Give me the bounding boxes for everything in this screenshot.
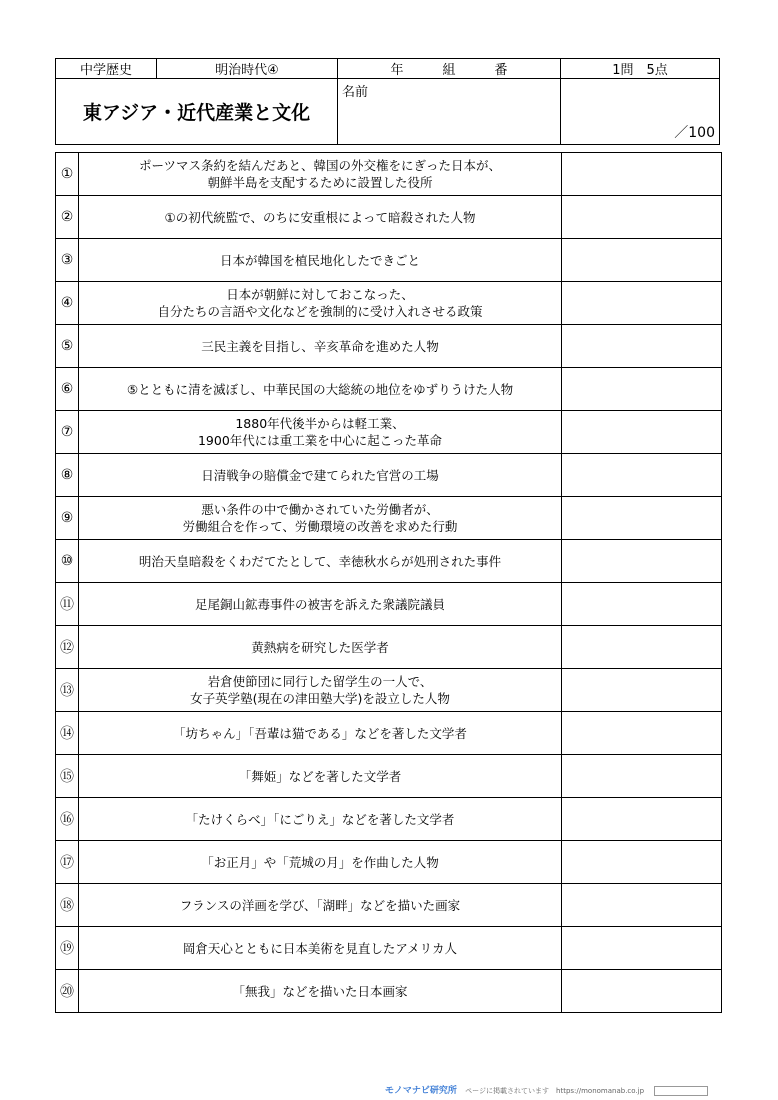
- question-text: 岩倉使節団に同行した留学生の一人で、 女子英学塾(現在の津田塾大学)を設立した人物: [79, 669, 562, 712]
- question-number: ⑭: [56, 712, 79, 755]
- answer-field[interactable]: [562, 454, 722, 497]
- score-total: ／100: [674, 125, 715, 141]
- name-field[interactable]: [338, 79, 561, 145]
- question-text: 「坊ちゃん」「吾輩は猫である」などを著した文学者: [79, 712, 562, 755]
- question-text: ⑤とともに清を滅ぼし、中華民国の大総統の地位をゆずりうけた人物: [79, 368, 562, 411]
- answer-field[interactable]: [562, 411, 722, 454]
- score-field[interactable]: [561, 79, 720, 145]
- question-row: [56, 368, 722, 411]
- question-row: [56, 755, 722, 798]
- footer-box: [654, 1086, 708, 1096]
- question-text: 黄熱病を研究した医学者: [79, 626, 562, 669]
- question-text: 「お正月」や「荒城の月」を作曲した人物: [79, 841, 562, 884]
- question-number: ⑳: [56, 970, 79, 1013]
- question-row: [56, 669, 722, 712]
- answer-field[interactable]: [562, 196, 722, 239]
- question-text: フランスの洋画を学び、「湖畔」などを描いた画家: [79, 884, 562, 927]
- answer-field[interactable]: [562, 325, 722, 368]
- question-text: 「たけくらべ」「にごりえ」などを著した文学者: [79, 798, 562, 841]
- question-row: [56, 325, 722, 368]
- answer-field[interactable]: [562, 153, 722, 196]
- answer-field[interactable]: [562, 669, 722, 712]
- question-row: [56, 497, 722, 540]
- question-text: ①の初代統監で、のちに安重根によって暗殺された人物: [79, 196, 562, 239]
- question-number: ⑤: [56, 325, 79, 368]
- question-text: 足尾銅山鉱毒事件の被害を訴えた衆議院議員: [79, 583, 562, 626]
- question-row: [56, 411, 722, 454]
- question-number: ⑰: [56, 841, 79, 884]
- question-number: ⑧: [56, 454, 79, 497]
- question-row: [56, 583, 722, 626]
- answer-field[interactable]: [562, 583, 722, 626]
- question-row: [56, 841, 722, 884]
- question-text: 岡倉天心とともに日本美術を見直したアメリカ人: [79, 927, 562, 970]
- footer-brand: モノマナビ研究所: [385, 1086, 457, 1096]
- question-text: 三民主義を目指し、辛亥革命を進めた人物: [79, 325, 562, 368]
- question-text: 「無我」などを描いた日本画家: [79, 970, 562, 1013]
- question-row: [56, 712, 722, 755]
- class-number-labels: 年 組 番: [338, 59, 561, 79]
- question-number: ⑩: [56, 540, 79, 583]
- answer-field[interactable]: [562, 927, 722, 970]
- question-text: 悪い条件の中で働かされていた労働者が、 労働組合を作って、労働環境の改善を求めた行動: [79, 497, 562, 540]
- question-text: 「舞姫」などを著した文学者: [79, 755, 562, 798]
- page-title: 東アジア・近代産業と文化: [56, 79, 338, 145]
- question-row: [56, 196, 722, 239]
- question-text: 日本が朝鮮に対しておこなった、 自分たちの言語や文化などを強制的に受け入れさせる政策: [79, 282, 562, 325]
- answer-field[interactable]: [562, 239, 722, 282]
- question-row: [56, 884, 722, 927]
- answer-field[interactable]: [562, 712, 722, 755]
- question-number: ⑯: [56, 798, 79, 841]
- question-number: ③: [56, 239, 79, 282]
- question-text: 日本が韓国を植民地化したできごと: [79, 239, 562, 282]
- answer-field[interactable]: [562, 282, 722, 325]
- name-label: 名前: [342, 85, 369, 100]
- question-number: ⑬: [56, 669, 79, 712]
- question-number: ④: [56, 282, 79, 325]
- question-text: 明治天皇暗殺をくわだてたとして、幸徳秋水らが処刑された事件: [79, 540, 562, 583]
- answer-field[interactable]: [562, 497, 722, 540]
- header-table: [55, 58, 720, 145]
- question-table: [55, 152, 722, 1013]
- unit-label: 明治時代④: [157, 59, 338, 79]
- question-row: [56, 282, 722, 325]
- question-number: ⑮: [56, 755, 79, 798]
- question-text: ポーツマス条約を結んだあと、韓国の外交権をにぎった日本が、 朝鮮半島を支配するために設置した役所: [79, 153, 562, 196]
- footer: [385, 1083, 708, 1096]
- question-number: ⑱: [56, 884, 79, 927]
- answer-field[interactable]: [562, 368, 722, 411]
- footer-text: ページに掲載されています https://monomanab.co.jp: [465, 1087, 645, 1095]
- question-row: [56, 454, 722, 497]
- question-number: ⑲: [56, 927, 79, 970]
- question-number: ⑦: [56, 411, 79, 454]
- question-row: [56, 239, 722, 282]
- question-row: [56, 540, 722, 583]
- question-number: ⑥: [56, 368, 79, 411]
- answer-field[interactable]: [562, 841, 722, 884]
- answer-field[interactable]: [562, 884, 722, 927]
- question-number: ②: [56, 196, 79, 239]
- answer-field[interactable]: [562, 540, 722, 583]
- question-text: 日清戦争の賠償金で建てられた官営の工場: [79, 454, 562, 497]
- answer-field[interactable]: [562, 755, 722, 798]
- question-row: [56, 153, 722, 196]
- answer-field[interactable]: [562, 626, 722, 669]
- answer-field[interactable]: [562, 970, 722, 1013]
- question-text: 1880年代後半からは軽工業、 1900年代には重工業を中心に起こった革命: [79, 411, 562, 454]
- question-row: [56, 626, 722, 669]
- question-number: ⑨: [56, 497, 79, 540]
- question-number: ⑪: [56, 583, 79, 626]
- answer-field[interactable]: [562, 798, 722, 841]
- subject-label: 中学歴史: [56, 59, 157, 79]
- question-row: [56, 798, 722, 841]
- question-row: [56, 970, 722, 1013]
- question-number: ⑫: [56, 626, 79, 669]
- question-row: [56, 927, 722, 970]
- points-label: 1問 5点: [561, 59, 720, 79]
- question-number: ①: [56, 153, 79, 196]
